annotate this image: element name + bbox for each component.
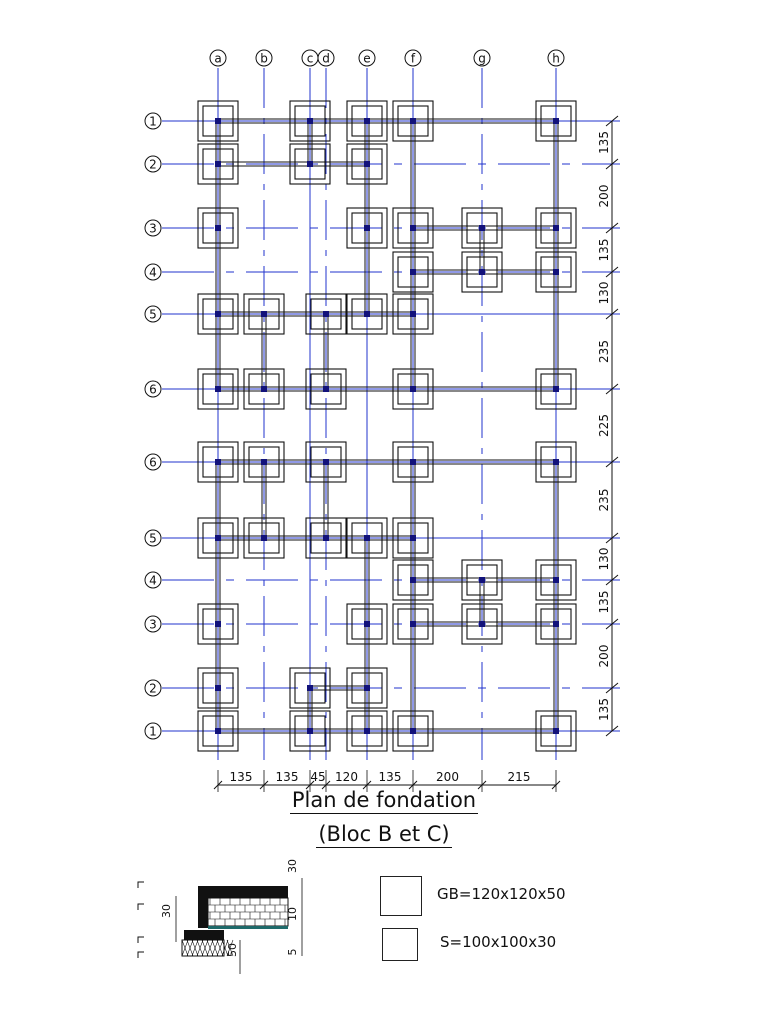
- column-node: [553, 269, 559, 275]
- plan-title: Plan de fondation: [291, 788, 477, 812]
- axis-letter-d: d: [322, 51, 330, 66]
- column-node: [410, 577, 416, 583]
- row-number-5: 5: [149, 307, 157, 322]
- bottom-dimension-value: 120: [335, 770, 358, 784]
- right-dimension-value: 235: [597, 340, 611, 363]
- right-dimension-value: 135: [597, 590, 611, 614]
- column-node: [261, 459, 267, 465]
- section-waterproofing: [208, 926, 288, 929]
- plan-subtitle: (Bloc B et C): [318, 822, 450, 846]
- section-dimension-value: 30: [160, 904, 173, 918]
- section-dimension-value: 50: [226, 943, 239, 957]
- column-node: [479, 269, 485, 275]
- section-dimension-value: 30: [286, 859, 299, 873]
- axis-letter-f: f: [410, 51, 416, 66]
- dimension-lines: [214, 116, 618, 792]
- column-node: [364, 118, 370, 124]
- axis-letter-c: c: [306, 51, 314, 66]
- column-node: [323, 311, 329, 317]
- foundation-section-detail: [138, 859, 302, 974]
- legend-s-label: S=100x100x30: [440, 933, 557, 951]
- right-dimension-value: 135: [597, 131, 611, 154]
- column-node: [323, 386, 329, 392]
- column-node: [410, 311, 416, 317]
- column-node: [410, 728, 416, 734]
- axis-grid-lines: [162, 68, 620, 760]
- footings: [198, 101, 576, 751]
- row-number-1: 1: [149, 114, 157, 129]
- section-dimension-value: 10: [286, 907, 299, 921]
- column-node: [364, 728, 370, 734]
- axis-letter-a: a: [214, 51, 222, 66]
- column-node: [307, 728, 313, 734]
- row-number-6: 6: [149, 455, 157, 470]
- column-node: [410, 269, 416, 275]
- column-node: [553, 118, 559, 124]
- column-node: [364, 225, 370, 231]
- axis-bubbles: [145, 50, 564, 739]
- column-node: [215, 535, 221, 541]
- right-dimension-value: 130: [597, 547, 611, 571]
- column-node: [261, 311, 267, 317]
- right-dimension-value: 130: [597, 281, 611, 305]
- column-node: [410, 459, 416, 465]
- column-node: [553, 459, 559, 465]
- legend-gb-label: GB=120x120x50: [437, 885, 566, 903]
- column-node: [364, 535, 370, 541]
- column-node: [323, 459, 329, 465]
- column-node: [307, 161, 313, 167]
- column-node: [215, 621, 221, 627]
- column-node: [410, 386, 416, 392]
- section-footing: [184, 930, 224, 940]
- column-node: [410, 118, 416, 124]
- row-number-4: 4: [149, 265, 157, 280]
- column-node: [410, 621, 416, 627]
- row-number-4: 4: [149, 573, 157, 588]
- bottom-dimension-value: 200: [436, 770, 459, 784]
- column-node: [364, 685, 370, 691]
- row-number-2: 2: [149, 157, 157, 172]
- section-dimension-value: 5: [286, 948, 299, 956]
- column-node: [553, 577, 559, 583]
- row-number-2: 2: [149, 681, 157, 696]
- column-node: [307, 118, 313, 124]
- right-dimension-value: 225: [597, 414, 611, 437]
- section-left-wall: [198, 886, 208, 928]
- row-number-5: 5: [149, 531, 157, 546]
- column-node: [410, 225, 416, 231]
- row-number-6: 6: [149, 382, 157, 397]
- column-node: [364, 621, 370, 627]
- right-dimension-value: 235: [597, 488, 611, 512]
- row-number-3: 3: [149, 617, 157, 632]
- column-node: [215, 311, 221, 317]
- bottom-dimension-value: 215: [507, 770, 531, 784]
- row-number-3: 3: [149, 221, 157, 236]
- legend-gb-symbol: [380, 876, 422, 916]
- column-node: [553, 225, 559, 231]
- level-marker: [138, 937, 144, 943]
- column-node: [479, 621, 485, 627]
- right-dimension-value: 200: [597, 644, 611, 668]
- column-node: [364, 311, 370, 317]
- column-node: [215, 386, 221, 392]
- column-node: [215, 225, 221, 231]
- column-node: [479, 577, 485, 583]
- column-node: [307, 685, 313, 691]
- column-node: [479, 225, 485, 231]
- legend-s-symbol: [382, 928, 418, 961]
- axis-letter-e: e: [363, 51, 371, 66]
- axis-letter-g: g: [478, 51, 486, 66]
- column-node: [553, 621, 559, 627]
- column-node: [215, 685, 221, 691]
- bottom-dimension-value: 45: [310, 770, 326, 784]
- right-dimension-value: 135: [597, 698, 611, 721]
- right-dimension-value: 200: [597, 184, 611, 208]
- bottom-dimension-value: 135: [275, 770, 299, 784]
- column-node: [553, 386, 559, 392]
- column-node: [215, 728, 221, 734]
- column-node: [323, 535, 329, 541]
- column-node: [553, 728, 559, 734]
- axis-letter-h: h: [552, 51, 560, 66]
- column-node: [215, 161, 221, 167]
- level-marker: [138, 904, 144, 910]
- level-marker: [138, 952, 144, 958]
- column-node: [410, 535, 416, 541]
- row-number-1: 1: [149, 724, 157, 739]
- column-node: [261, 386, 267, 392]
- section-top-beam: [198, 886, 288, 898]
- right-dimension-value: 135: [597, 238, 611, 262]
- column-node: [215, 118, 221, 124]
- bottom-dimension-value: 135: [229, 770, 253, 784]
- level-marker: [138, 882, 144, 888]
- column-node: [364, 161, 370, 167]
- column-node: [215, 459, 221, 465]
- bottom-dimension-value: 135: [378, 770, 402, 784]
- axis-letter-b: b: [260, 51, 268, 66]
- column-node: [261, 535, 267, 541]
